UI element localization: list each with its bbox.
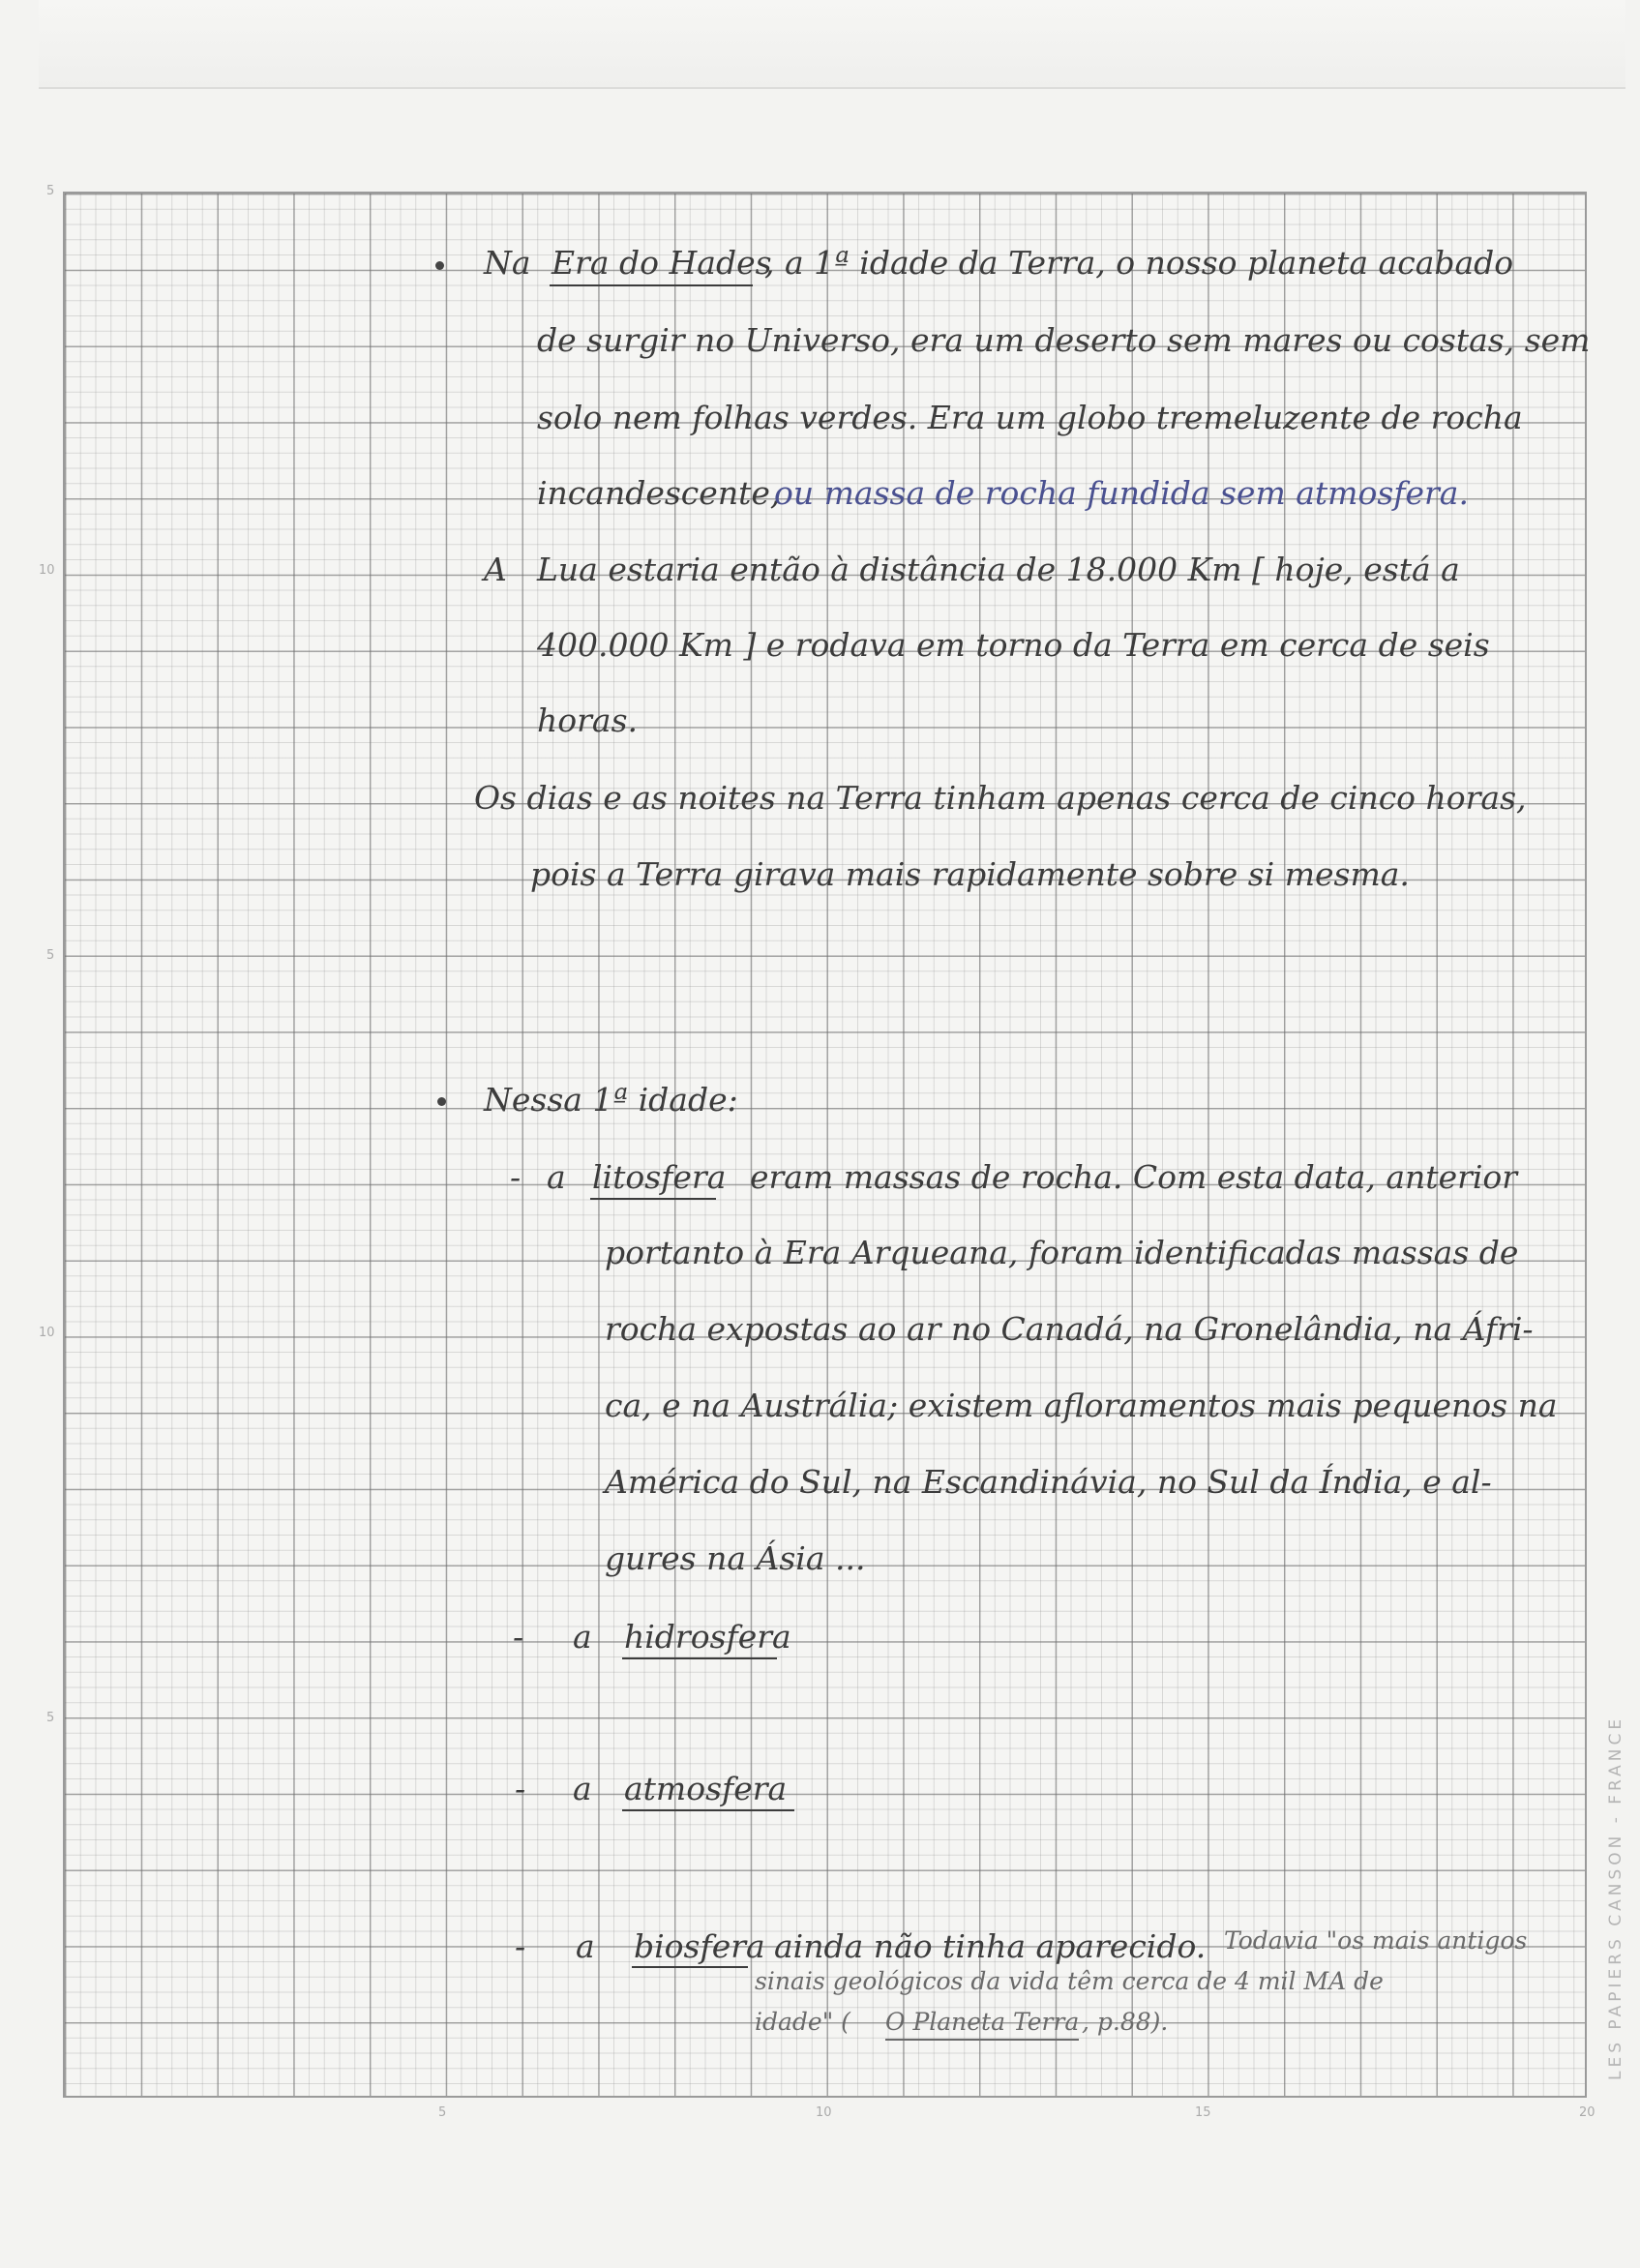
article: a bbox=[573, 1618, 592, 1656]
dash-marker: - bbox=[513, 1618, 524, 1656]
torn-edge bbox=[39, 0, 1625, 89]
handwritten-text: , a 1ª idade da Terra, o nosso planeta acabado bbox=[764, 244, 1514, 282]
handwritten-text: horas. bbox=[537, 701, 638, 739]
handwritten-text: portanto à Era Arqueana, foram identificadas massas de bbox=[605, 1234, 1519, 1271]
dash-marker: - bbox=[515, 1927, 526, 1965]
handwritten-text: pois a Terra girava mais rapidamente sobre si mesma. bbox=[530, 855, 1410, 893]
brand-imprint: LES PAPIERS CANSON - FRANCE bbox=[1606, 1715, 1625, 2080]
margin-tick: 15 bbox=[1195, 2105, 1211, 2120]
pencil-note: idade" ( bbox=[755, 2008, 850, 2036]
handwritten-text: ca, e na Austrália; existem afloramentos mais pequenos na bbox=[605, 1387, 1558, 1424]
margin-tick: 20 bbox=[1579, 2105, 1595, 2120]
handwritten-text: A bbox=[484, 551, 507, 588]
margin-tick: 5 bbox=[46, 184, 55, 198]
handwritten-text: Na bbox=[484, 244, 531, 282]
margin-tick: 10 bbox=[39, 563, 55, 578]
margin-tick: 5 bbox=[438, 2105, 447, 2120]
underline bbox=[590, 1198, 716, 1200]
margin-tick: 5 bbox=[46, 1711, 55, 1725]
pencil-note-source: O Planeta Terra bbox=[885, 2008, 1080, 2036]
handwritten-text: gures na Ásia ... bbox=[605, 1539, 866, 1577]
underline bbox=[632, 1966, 748, 1968]
section-heading: Nessa 1ª idade: bbox=[484, 1081, 738, 1119]
handwritten-text: de surgir no Universo, era um deserto sem mares ou costas, sem bbox=[537, 321, 1591, 359]
highlighted-term: litosfera bbox=[592, 1158, 727, 1196]
pencil-note: sinais geológicos da vida têm cerca de 4 mil MA de bbox=[755, 1967, 1384, 1995]
underline bbox=[550, 284, 753, 286]
margin-tick: 10 bbox=[39, 1326, 55, 1340]
margin-tick: 10 bbox=[816, 2105, 832, 2120]
dash-marker: - bbox=[515, 1770, 526, 1807]
highlighted-term: biosfera bbox=[634, 1927, 765, 1965]
handwritten-text: América do Sul, na Escandinávia, no Sul da Índia, e al- bbox=[605, 1463, 1492, 1501]
handwritten-text: rocha expostas ao ar no Canadá, na Gronelândia, na Áfri- bbox=[605, 1310, 1534, 1348]
handwritten-text: eram massas de rocha. Com esta data, anterior bbox=[750, 1158, 1518, 1196]
underline bbox=[885, 2039, 1079, 2041]
handwritten-text: Lua estaria então à distância de 18.000 Km [ hoje, está a bbox=[537, 551, 1460, 588]
handwritten-text: ainda não tinha aparecido. bbox=[774, 1927, 1207, 1965]
dash-marker: - bbox=[510, 1158, 522, 1196]
underline bbox=[622, 1809, 794, 1811]
underline bbox=[622, 1657, 777, 1659]
handwritten-text: 400.000 Km ] e rodava em torno da Terra em cerca de seis bbox=[537, 626, 1490, 664]
article: a bbox=[576, 1927, 595, 1965]
handwritten-text: incandescente, bbox=[537, 474, 781, 512]
margin-tick: 5 bbox=[46, 948, 55, 963]
bullet-point bbox=[437, 1097, 446, 1106]
handwritten-text: Os dias e as noites na Terra tinham apenas cerca de cinco horas, bbox=[474, 779, 1527, 817]
pencil-note: , p.88). bbox=[1082, 2008, 1169, 2036]
handwritten-text-blue: ou massa de rocha fundida sem atmosfera. bbox=[774, 474, 1469, 512]
bullet-point bbox=[435, 261, 444, 270]
highlighted-term: Era do Hades bbox=[552, 244, 772, 282]
highlighted-term: atmosfera bbox=[624, 1770, 788, 1807]
handwritten-text: solo nem folhas verdes. Era um globo tremeluzente de rocha bbox=[537, 399, 1523, 436]
article: a bbox=[573, 1770, 592, 1807]
article: a bbox=[547, 1158, 566, 1196]
highlighted-term: hidrosfera bbox=[624, 1618, 791, 1656]
pencil-note: Todavia "os mais antigos bbox=[1224, 1926, 1528, 1955]
